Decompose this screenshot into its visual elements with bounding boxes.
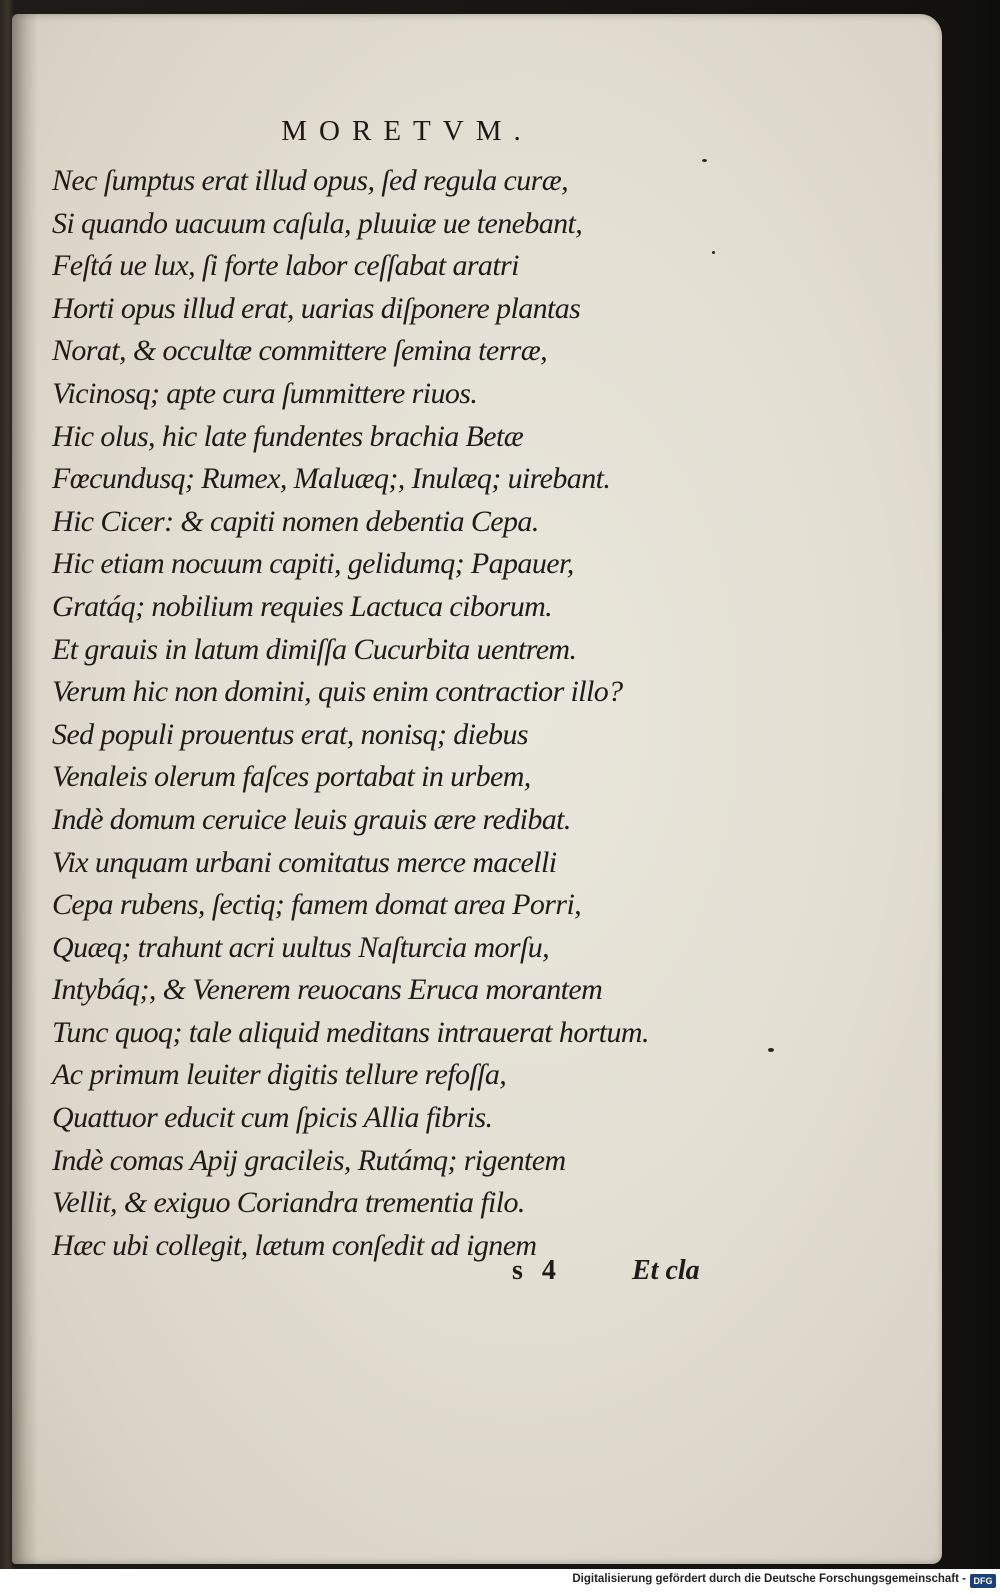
signature-mark: s 4 (512, 1255, 562, 1286)
running-head-text: MORETVM. (281, 115, 533, 147)
verse-line: Quæq; trahunt acri uultus Naſturcia morſu, (52, 930, 550, 964)
ink-speck (712, 251, 715, 254)
verse-line: Venaleis olerum faſces portabat in urbem, (52, 760, 531, 794)
verse-line: Ac primum leuiter digitis tellure refoſſa, (52, 1058, 507, 1092)
verse-line: Vicinosq; apte cura ſummittere riuos. (52, 376, 478, 410)
verse-line: Quattuor educit cum ſpicis Allia fibris. (52, 1101, 493, 1135)
credit-text: Digitalisierung gefördert durch die Deutsche Forschungsgemeinschaft - (572, 1573, 966, 1585)
verse-line: Gratáq; nobilium requies Lactuca ciborum. (52, 589, 553, 623)
ink-speck (702, 159, 707, 162)
verse-line: Vix unquam urbani comitatus merce macelli (52, 845, 557, 879)
verse-line: Et grauis in latum dimiſſa Cucurbita uentrem. (52, 632, 577, 666)
verse-line: Hæc ubi collegit, lætum conſedit ad ignem (52, 1228, 537, 1262)
ink-speck (768, 1048, 774, 1052)
spine-shadow (12, 14, 38, 1564)
verse-line: Horti opus illud erat, uarias diſponere plantas (52, 291, 581, 325)
verse-line: Hic etiam nocuum capiti, gelidumq; Papauer, (52, 547, 574, 581)
credit-bar (0, 1569, 1000, 1595)
verse-line: Si quando uacuum caſula, pluuiæ ue tenebant, (52, 206, 583, 240)
verse-line: Hic olus, hic late fundentes brachia Betæ (52, 419, 524, 453)
verse-line: Indè domum ceruice leuis grauis ære redibat. (52, 802, 571, 836)
verse-line: Indè comas Apij gracileis, Rutámq; rigentem (52, 1143, 566, 1177)
book-page (12, 14, 942, 1564)
dfg-logo: DFG (970, 1574, 996, 1588)
verse-line: Cepa rubens, ſectiq; famem domat area Porri, (52, 888, 582, 922)
verse-line: Fœcundusq; Rumex, Maluæq;, Inulæq; uirebant. (52, 462, 611, 496)
verse-line: Norat, & occultæ committere ſemina terræ, (52, 334, 548, 368)
verse-line: Verum hic non domini, quis enim contractior illo? (52, 675, 623, 709)
verse-list (52, 160, 752, 1267)
verse-line: Nec ſumptus erat illud opus, ſed regula curæ, (52, 164, 569, 197)
verse-line: Sed populi prouentus erat, nonisq; diebus (52, 717, 528, 751)
verse-line: Hic Cicer: & capiti nomen debentia Cepa. (52, 504, 539, 538)
running-head (12, 115, 942, 148)
verse-line: Intybáq;, & Venerem reuocans Eruca morantem (52, 973, 603, 1007)
verse-line: Vellit, & exiguo Coriandra trementia filo. (52, 1186, 525, 1220)
verse-line: Feſtá ue lux, ſi forte labor ceſſabat aratri (52, 249, 519, 283)
catchword: Et cla (632, 1255, 700, 1286)
verse-line: Tunc quoq; tale aliquid meditans intrauerat hortum. (52, 1015, 649, 1049)
